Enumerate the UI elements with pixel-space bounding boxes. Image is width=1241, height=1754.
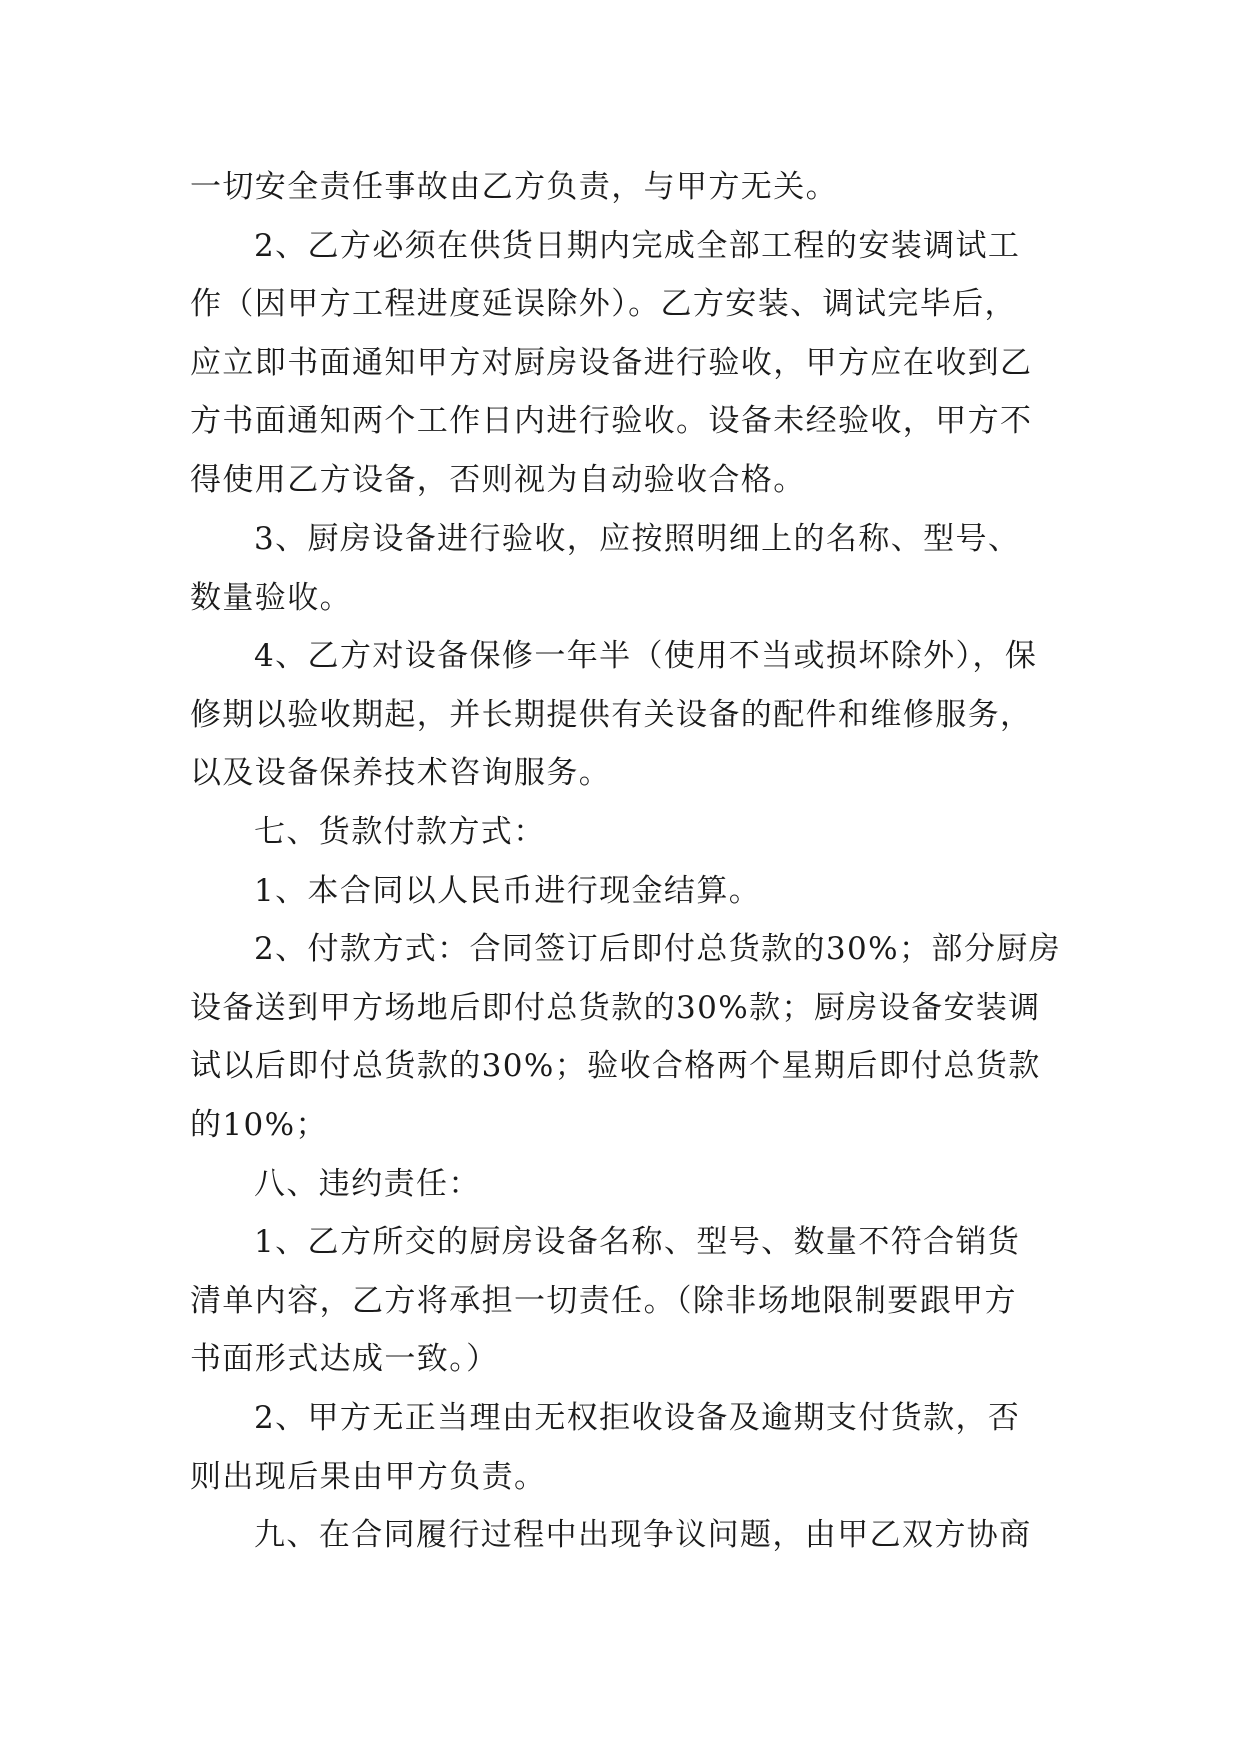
text-line: 2、付款方式：合同签订后即付总货款的30%；部分厨房: [254, 931, 1062, 967]
text-line: 3、厨房设备进行验收，应按照明细上的名称、型号、: [254, 521, 1021, 557]
text-line: 2、甲方无正当理由无权拒收设备及逾期支付货款，否: [254, 1400, 1021, 1436]
text-line: 2、乙方必须在供货日期内完成全部工程的安装调试工: [254, 228, 1021, 264]
text-line: 应立即书面通知甲方对厨房设备进行验收，甲方应在收到乙: [190, 345, 1033, 381]
text-line: 1、本合同以人民币进行现金结算。: [254, 873, 762, 909]
section-heading: 八、违约责任：: [254, 1166, 481, 1202]
section-heading: 九、在合同履行过程中出现争议问题，由甲乙双方协商: [254, 1517, 1032, 1553]
text-line: 4、乙方对设备保修一年半（使用不当或损坏除外），保: [254, 638, 1038, 674]
text-line: 则出现后果由甲方负责。: [190, 1459, 547, 1495]
text-line: 以及设备保养技术咨询服务。: [190, 755, 612, 791]
text-line: 方书面通知两个工作日内进行验收。设备未经验收，甲方不: [190, 403, 1033, 439]
section-heading: 七、货款付款方式：: [254, 814, 546, 850]
text-line: 的10%；: [190, 1107, 328, 1143]
text-line: 修期以验收期起，并长期提供有关设备的配件和维修服务，: [190, 697, 1033, 733]
text-line: 1、乙方所交的厨房设备名称、型号、数量不符合销货: [254, 1224, 1021, 1260]
text-line: 设备送到甲方场地后即付总货款的30%款；厨房设备安装调: [190, 990, 1041, 1026]
text-line: 作（因甲方工程进度延误除外）。乙方安装、调试完毕后，: [190, 286, 1017, 322]
text-line: 数量验收。: [190, 580, 352, 616]
text-line: 得使用乙方设备，否则视为自动验收合格。: [190, 462, 806, 498]
text-line: 书面形式达成一致。）: [190, 1341, 499, 1377]
text-line: 一切安全责任事故由乙方负责，与甲方无关。: [190, 169, 838, 205]
text-line: 清单内容，乙方将承担一切责任。（除非场地限制要跟甲方: [190, 1283, 1017, 1319]
text-line: 试以后即付总货款的30%；验收合格两个星期后即付总货款: [190, 1048, 1041, 1084]
